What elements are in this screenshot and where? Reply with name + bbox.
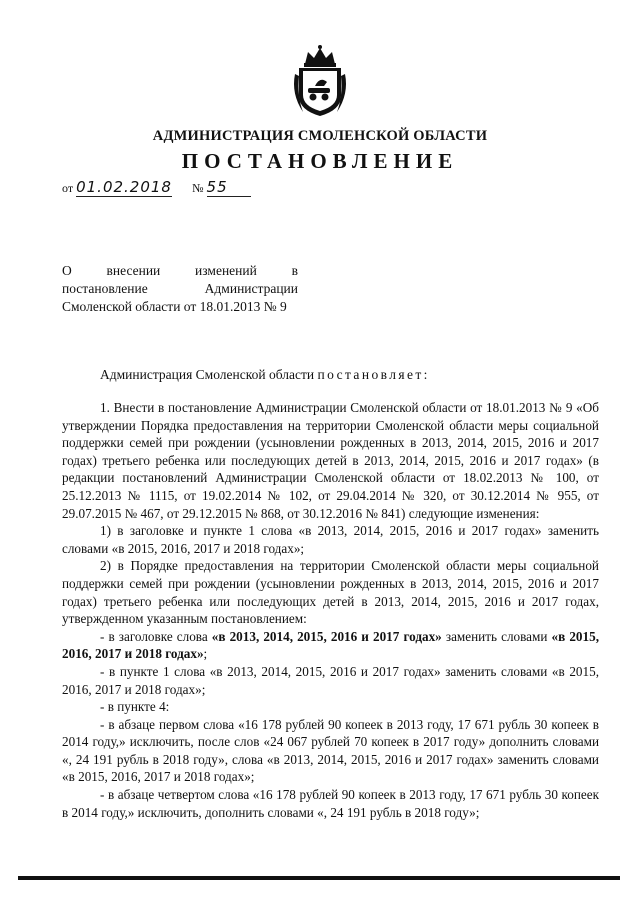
date-number-line — [62, 178, 251, 197]
bold-quote-old: «в 2013, 2014, 2015, 2016 и 2017 годах» — [211, 628, 442, 644]
paragraph-7: - в абзаце первом слова «16 178 рублей 90 копеек в 2013 году, 17 671 рубль 30 копеек в 2014 году,» исключить, после слов «24 067 рублей 70 копеек в 2017 году» дополнить словами «, 24 191 рубль в 2018 году», слова «в 2013, 2014, 2015, 2016 и 2017 годах» заменить словами «в 2015, 2016, 2017 и 2018 годах»; — [62, 716, 599, 785]
bold-quote-new: «в 2015, 2016, 2017 и 2018 годах» — [62, 628, 600, 662]
intro-text: Администрация Смоленской области — [100, 367, 318, 382]
paragraph-6: - в пункте 4: — [100, 699, 170, 715]
paragraph-4: - в заголовке слова «в 2013, 2014, 2015, 2016 и 2017 годах» заменить словами «в 2015, 2016, 2017 и 2018 годах»; — [62, 628, 600, 662]
paragraph-2: 1) в заголовке и пункте 1 слова «в 2013, 2014, 2015, 2016 и 2017 годах» заменить словами «в 2015, 2016, 2017 и 2018 годах»; — [62, 523, 599, 556]
document-date: 01.02.2018 — [76, 178, 172, 196]
smolensk-coat-of-arms-icon — [291, 44, 349, 120]
document-number: 55 — [206, 178, 228, 196]
paragraph-8: - в абзаце четвертом слова «16 178 рублей 90 копеек в 2013 году, 17 671 рубль 30 копеек в 2014 году,» исключить, дополнить словами «, 24 191 рубль в 2018 году»; — [62, 787, 599, 820]
subject-rest: постановление Администрации Смоленской области от 18.01.2013 № 9 — [62, 281, 298, 314]
document-subject — [62, 262, 298, 316]
paragraph-3: 2) в Порядке предоставления на территории Смоленской области меры социальной поддержки семей при рождении (усыновлении рожденных в 2013, 2014, 2015, 2016 и 2017 годах) третьего ребенка или последующих детей в 2013, 2014, 2015, 2016 и 2017 годах, утвержденном указанным постановлением: — [62, 558, 599, 627]
intro-decree-word: постановляет: — [317, 367, 430, 382]
resolution-intro — [100, 367, 430, 383]
number-prefix: № — [192, 181, 204, 195]
paragraph-5: - в пункте 1 слова «в 2013, 2014, 2015, 2016 и 2017 годах» заменить словами «в 2015, 2016, 2017 и 2018 годах»; — [62, 663, 599, 697]
scan-edge-line — [18, 876, 620, 880]
paragraph-1: 1. Внести в постановление Администрации Смоленской области от 18.01.2013 № 9 «Об утверждении Порядка предоставления на территории Смоленской области меры социальной поддержки семей при рождении (усыновлении рожденных в 2013, 2014, 2015, 2016 и 2017 годах) третьего ребенка или последующих детей в 2013, 2014, 2015, 2016 и 2017 годах» (в редакции постановлений Администрации Смоленской области от 18.02.2013 № 100, от 25.12.2013 № 1115, от 19.02.2014 № 102, от 29.04.2014 № 320, от 30.12.2014 № 955, от 29.07.2015 № 467, от 29.12.2015 № 868, от 30.12.2016 № 841) следующие изменения: — [62, 400, 599, 521]
organization-name: АДМИНИСТРАЦИЯ СМОЛЕНСКОЙ ОБЛАСТИ — [152, 128, 488, 144]
subject-line-1: О внесении изменений в — [62, 263, 298, 278]
date-prefix: от — [62, 181, 74, 195]
document-type-title: ПОСТАНОВЛЕНИЕ — [181, 149, 459, 173]
document-body — [62, 399, 599, 821]
